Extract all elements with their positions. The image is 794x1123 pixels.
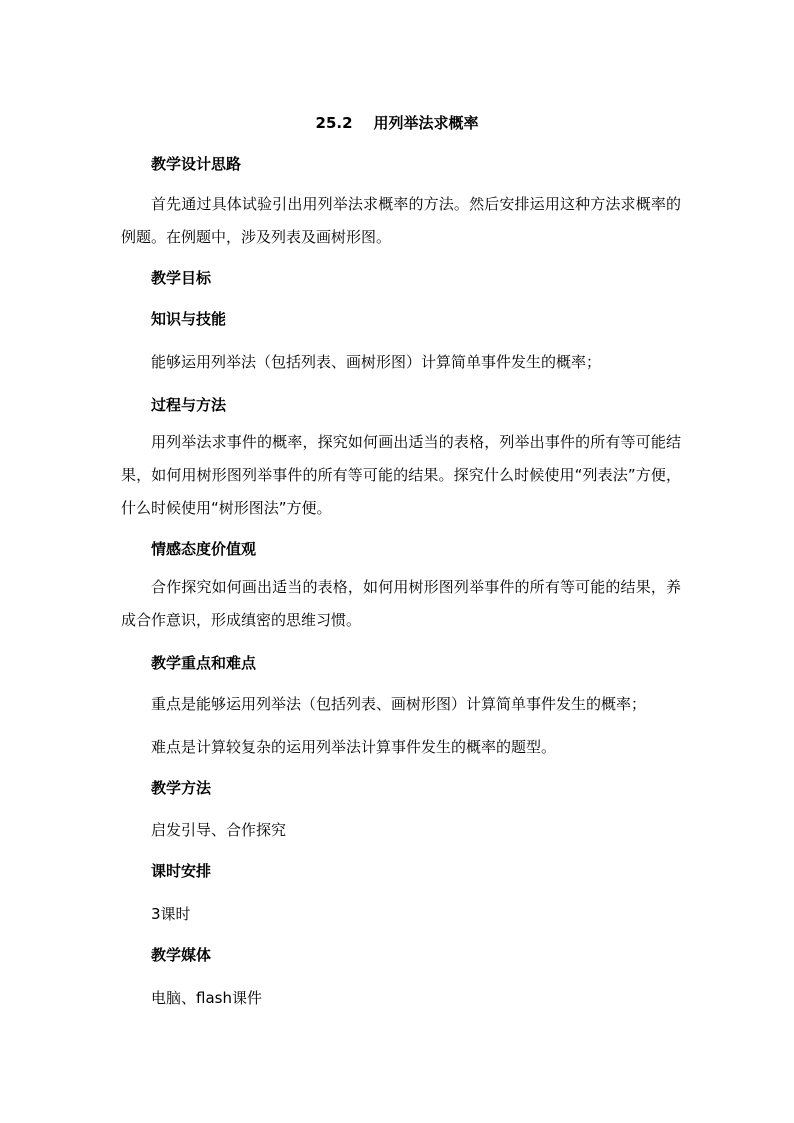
paragraph-knowledge: 能够运用列举法（包括列表、画树形图）计算简单事件发生的概率； bbox=[151, 353, 602, 371]
heading-emotion: 情感态度价值观 bbox=[151, 540, 257, 558]
heading-method: 教学方法 bbox=[151, 779, 212, 797]
heading-key-points: 教学重点和难点 bbox=[151, 654, 257, 672]
paragraph-schedule: 3课时 bbox=[151, 905, 191, 923]
heading-knowledge: 知识与技能 bbox=[151, 310, 227, 328]
heading-goals: 教学目标 bbox=[151, 269, 212, 287]
heading-schedule: 课时安排 bbox=[151, 862, 212, 880]
paragraph-emotion: 合作探究如何画出适当的表格，如何用树形图列举事件的所有等可能的结果，养成合作意识，形成缜密的思维习惯。 bbox=[121, 578, 681, 629]
document-title: 25.2 用列举法求概率 bbox=[315, 114, 479, 132]
heading-process: 过程与方法 bbox=[151, 396, 227, 414]
paragraph-design: 首先通过具体试验引出用列举法求概率的方法。然后安排运用这种方法求概率的例题。在例题中，涉及列表及画树形图。 bbox=[121, 195, 681, 246]
paragraph-method: 启发引导、合作探究 bbox=[151, 821, 287, 839]
heading-media: 教学媒体 bbox=[151, 946, 212, 964]
heading-design: 教学设计思路 bbox=[151, 155, 242, 173]
paragraph-process: 用列举法求事件的概率，探究如何画出适当的表格，列举出事件的所有等可能结果，如何用树形图列举事件的所有等可能的结果。探究什么时候使用“列表法”方便，什么时候使用“树形图法”方便。 bbox=[121, 433, 681, 517]
paragraph-media: 电脑、flash课件 bbox=[151, 989, 262, 1007]
paragraph-key-point: 重点是能够运用列举法（包括列表、画树形图）计算简单事件发生的概率； bbox=[151, 695, 647, 713]
paragraph-difficult-point: 难点是计算较复杂的运用列举法计算事件发生的概率的题型。 bbox=[151, 738, 557, 756]
